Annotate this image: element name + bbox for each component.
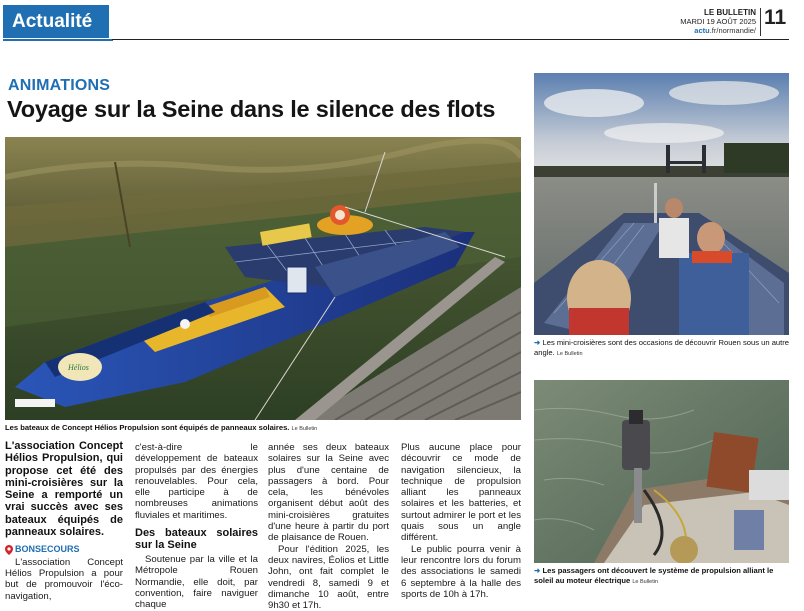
column-2	[135, 442, 258, 611]
header-accent-rule	[3, 39, 113, 41]
article-kicker: ANIMATIONS	[8, 77, 111, 94]
caption-arrow-icon: ➜	[534, 338, 541, 347]
column-2-text: c'est-à-dire le développement de bateaux propulsés par des énergies renouvelables. Pour cela, elle participe à de nombreuses animations fluviales et maritimes.	[135, 442, 258, 521]
page-number-separator	[760, 8, 761, 36]
caption-arrow-icon: ➜	[534, 566, 541, 575]
article-title: Voyage sur la Seine dans le silence des flots	[7, 96, 496, 122]
column-3-text-2: Pour l'édition 2025, les deux navires, Éolios et Little John, ont fait complet le vendredi 8, samedi 9 et dimanche 10 août, entre 9h30 et 17h.	[268, 543, 389, 611]
main-photo-image	[5, 137, 521, 420]
main-photo	[5, 137, 521, 420]
column-3-text: année ses deux bateaux solaires sur la Seine avec plus d'une centaine de passagers à bord. Pour cela, les bénévoles organisent début août des mini-croisières gratuites d'une heure à partir du port de plaisance de Rouen.	[268, 442, 389, 544]
main-photo-credit: Le Bulletin	[291, 426, 318, 432]
main-photo-caption: Les bateaux de Concept Hélios Propulsion sont équipés de panneaux solaires. Le Bulletin	[5, 423, 318, 432]
location-pin-icon	[5, 545, 13, 555]
top-right-photo	[534, 73, 789, 335]
dateline: BONSECOURS	[5, 544, 123, 555]
article-subhead: Des bateaux solaires sur la Seine	[135, 527, 258, 552]
column-4-text-2: Le public pourra venir à leur rencontre lors du forum des associations le samedi 6 septembre à la halle des sports de 10h à 17h.	[401, 543, 521, 600]
page-number: 11	[764, 6, 787, 29]
issue-date: MARDI 19 AOÛT 2025	[680, 17, 756, 26]
header-rule	[112, 39, 789, 40]
column-2-text-2: Soutenue par la ville et la Métropole Rouen Normandie, elle doit, par convention, faire naviguer chaque	[135, 554, 258, 611]
bottom-right-caption: ➜ Les passagers ont découvert le système de propulsion alliant le soleil au moteur électrique Le Bulletin	[534, 566, 774, 585]
column-1	[5, 440, 123, 602]
top-right-photo-image	[534, 73, 789, 335]
site-link[interactable]: actu.fr/normandie/	[694, 26, 756, 35]
masthead	[680, 8, 756, 35]
bottom-right-photo-image	[534, 380, 789, 563]
boat-logo-text: Hélios	[68, 363, 89, 372]
top-right-credit: Le Bulletin	[556, 351, 583, 357]
top-right-caption: ➜ Les mini-croisières sont des occasions de découvrir Rouen sous un autre angle. Le Bulletin	[534, 338, 790, 357]
article-lead: L'association Concept Hélios Propulsion, qui propose cet été des mini-croisières sur la Seine a remporté un vrai succès avec ses bateaux équipés de panneaux solaires.	[5, 440, 123, 539]
column-3	[268, 442, 389, 611]
publication-name: LE BULLETIN	[704, 8, 756, 17]
section-tab: Actualité	[3, 5, 109, 38]
column-1-text: L'association Concept Hélios Propulsion a pour but de promouvoir l'éco-navigation,	[5, 556, 123, 602]
bottom-right-credit: Le Bulletin	[632, 579, 659, 585]
column-4-text: Plus aucune place pour découvrir ce mode de navigation silencieux, la technique de propulsion alliant les panneaux solaires et les batteries, et surtout admirer le port et les quais sous un angle différent.	[401, 442, 521, 544]
bottom-right-photo	[534, 380, 789, 563]
column-4	[401, 442, 521, 600]
